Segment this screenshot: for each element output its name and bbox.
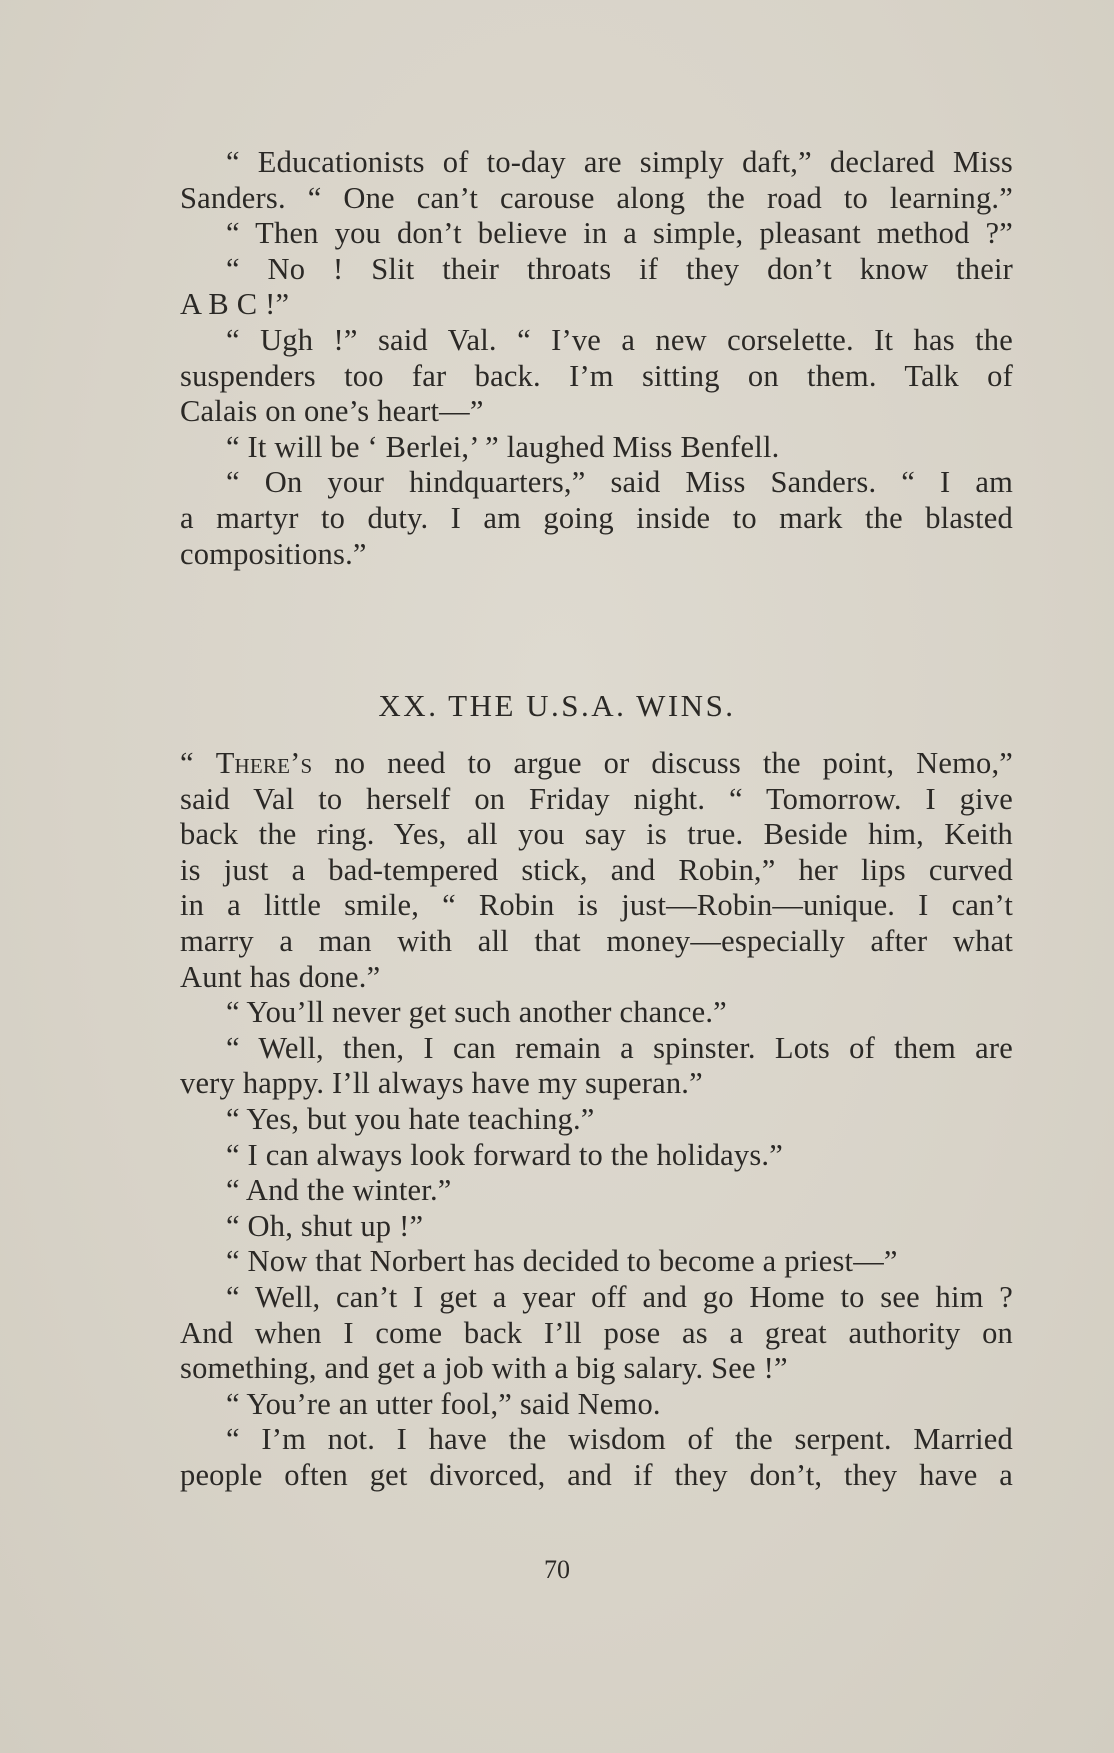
- text-line: “ No ! Slit their throats if they don’t know their: [226, 251, 1013, 286]
- chapter-first-line: [180, 745, 1013, 781]
- first-line-rest: no need to argue or discuss the point, Nemo,”: [312, 746, 1014, 780]
- text-line: is just a bad-tempered stick, and Robin,” her lips curved: [180, 852, 1013, 887]
- chapter-first-word: There’s: [215, 746, 313, 780]
- text-line: “ Well, then, I can remain a spinster. Lots of them are: [226, 1030, 1013, 1065]
- text-line: “ Educationists of to-day are simply daft,” declared Miss: [226, 145, 1013, 179]
- text-line: people often get divorced, and if they don’t, they have a: [180, 1458, 1013, 1492]
- text-line: back the ring. Yes, all you say is true. Beside him, Keith: [180, 817, 1013, 852]
- text-line: “ Yes, but you hate teaching.”: [226, 1102, 595, 1136]
- text-line: in a little smile, “ Robin is just—Robin—unique. I can’t: [180, 888, 1013, 923]
- text-line: a martyr to duty. I am going inside to mark the blasted: [180, 501, 1013, 535]
- text-line: said Val to herself on Friday night. “ Tomorrow. I give: [180, 781, 1013, 816]
- text-line: something, and get a job with a big salary. See !”: [180, 1351, 788, 1386]
- text-line: And when I come back I’ll pose as a great authority on: [180, 1315, 1013, 1350]
- text-line: Sanders. “ One can’t carouse along the road to learning.”: [180, 180, 1013, 215]
- page-number: 70: [544, 1555, 570, 1584]
- text-line: “ You’re an utter fool,” said Nemo.: [226, 1386, 661, 1421]
- text-line: “ On your hindquarters,” said Miss Sanders. “ I am: [226, 465, 1013, 500]
- text-line: “ Now that Norbert has decided to become a priest—”: [226, 1244, 898, 1279]
- chapter-heading: XX. THE U.S.A. WINS.: [378, 688, 736, 723]
- text-line: “ And the winter.”: [226, 1173, 452, 1208]
- text-line: compositions.”: [180, 536, 367, 571]
- opening-quote: “: [180, 746, 216, 780]
- text-line: very happy. I’ll always have my superan.”: [180, 1066, 703, 1101]
- text-line: A B C !”: [180, 287, 290, 322]
- text-line: Calais on one’s heart—”: [180, 394, 484, 429]
- text-line: “ I can always look forward to the holidays.”: [226, 1137, 783, 1172]
- text-line: Aunt has done.”: [180, 959, 381, 994]
- text-line: “ You’ll never get such another chance.”: [226, 995, 727, 1030]
- text-line: “ Then you don’t believe in a simple, pleasant method ?”: [226, 216, 1013, 251]
- text-line: “ Ugh !” said Val. “ I’ve a new corselette. It has the: [226, 323, 1013, 357]
- text-line: suspenders too far back. I’m sitting on them. Talk of: [180, 358, 1013, 393]
- text-line: “ It will be ‘ Berlei,’ ” laughed Miss Benfell.: [226, 429, 780, 464]
- text-line: “ I’m not. I have the wisdom of the serpent. Married: [226, 1422, 1013, 1457]
- text-line: “ Oh, shut up !”: [226, 1208, 424, 1243]
- text-line: “ Well, can’t I get a year off and go Home to see him ?: [226, 1280, 1013, 1314]
- text-line: marry a man with all that money—especially after what: [180, 924, 1013, 958]
